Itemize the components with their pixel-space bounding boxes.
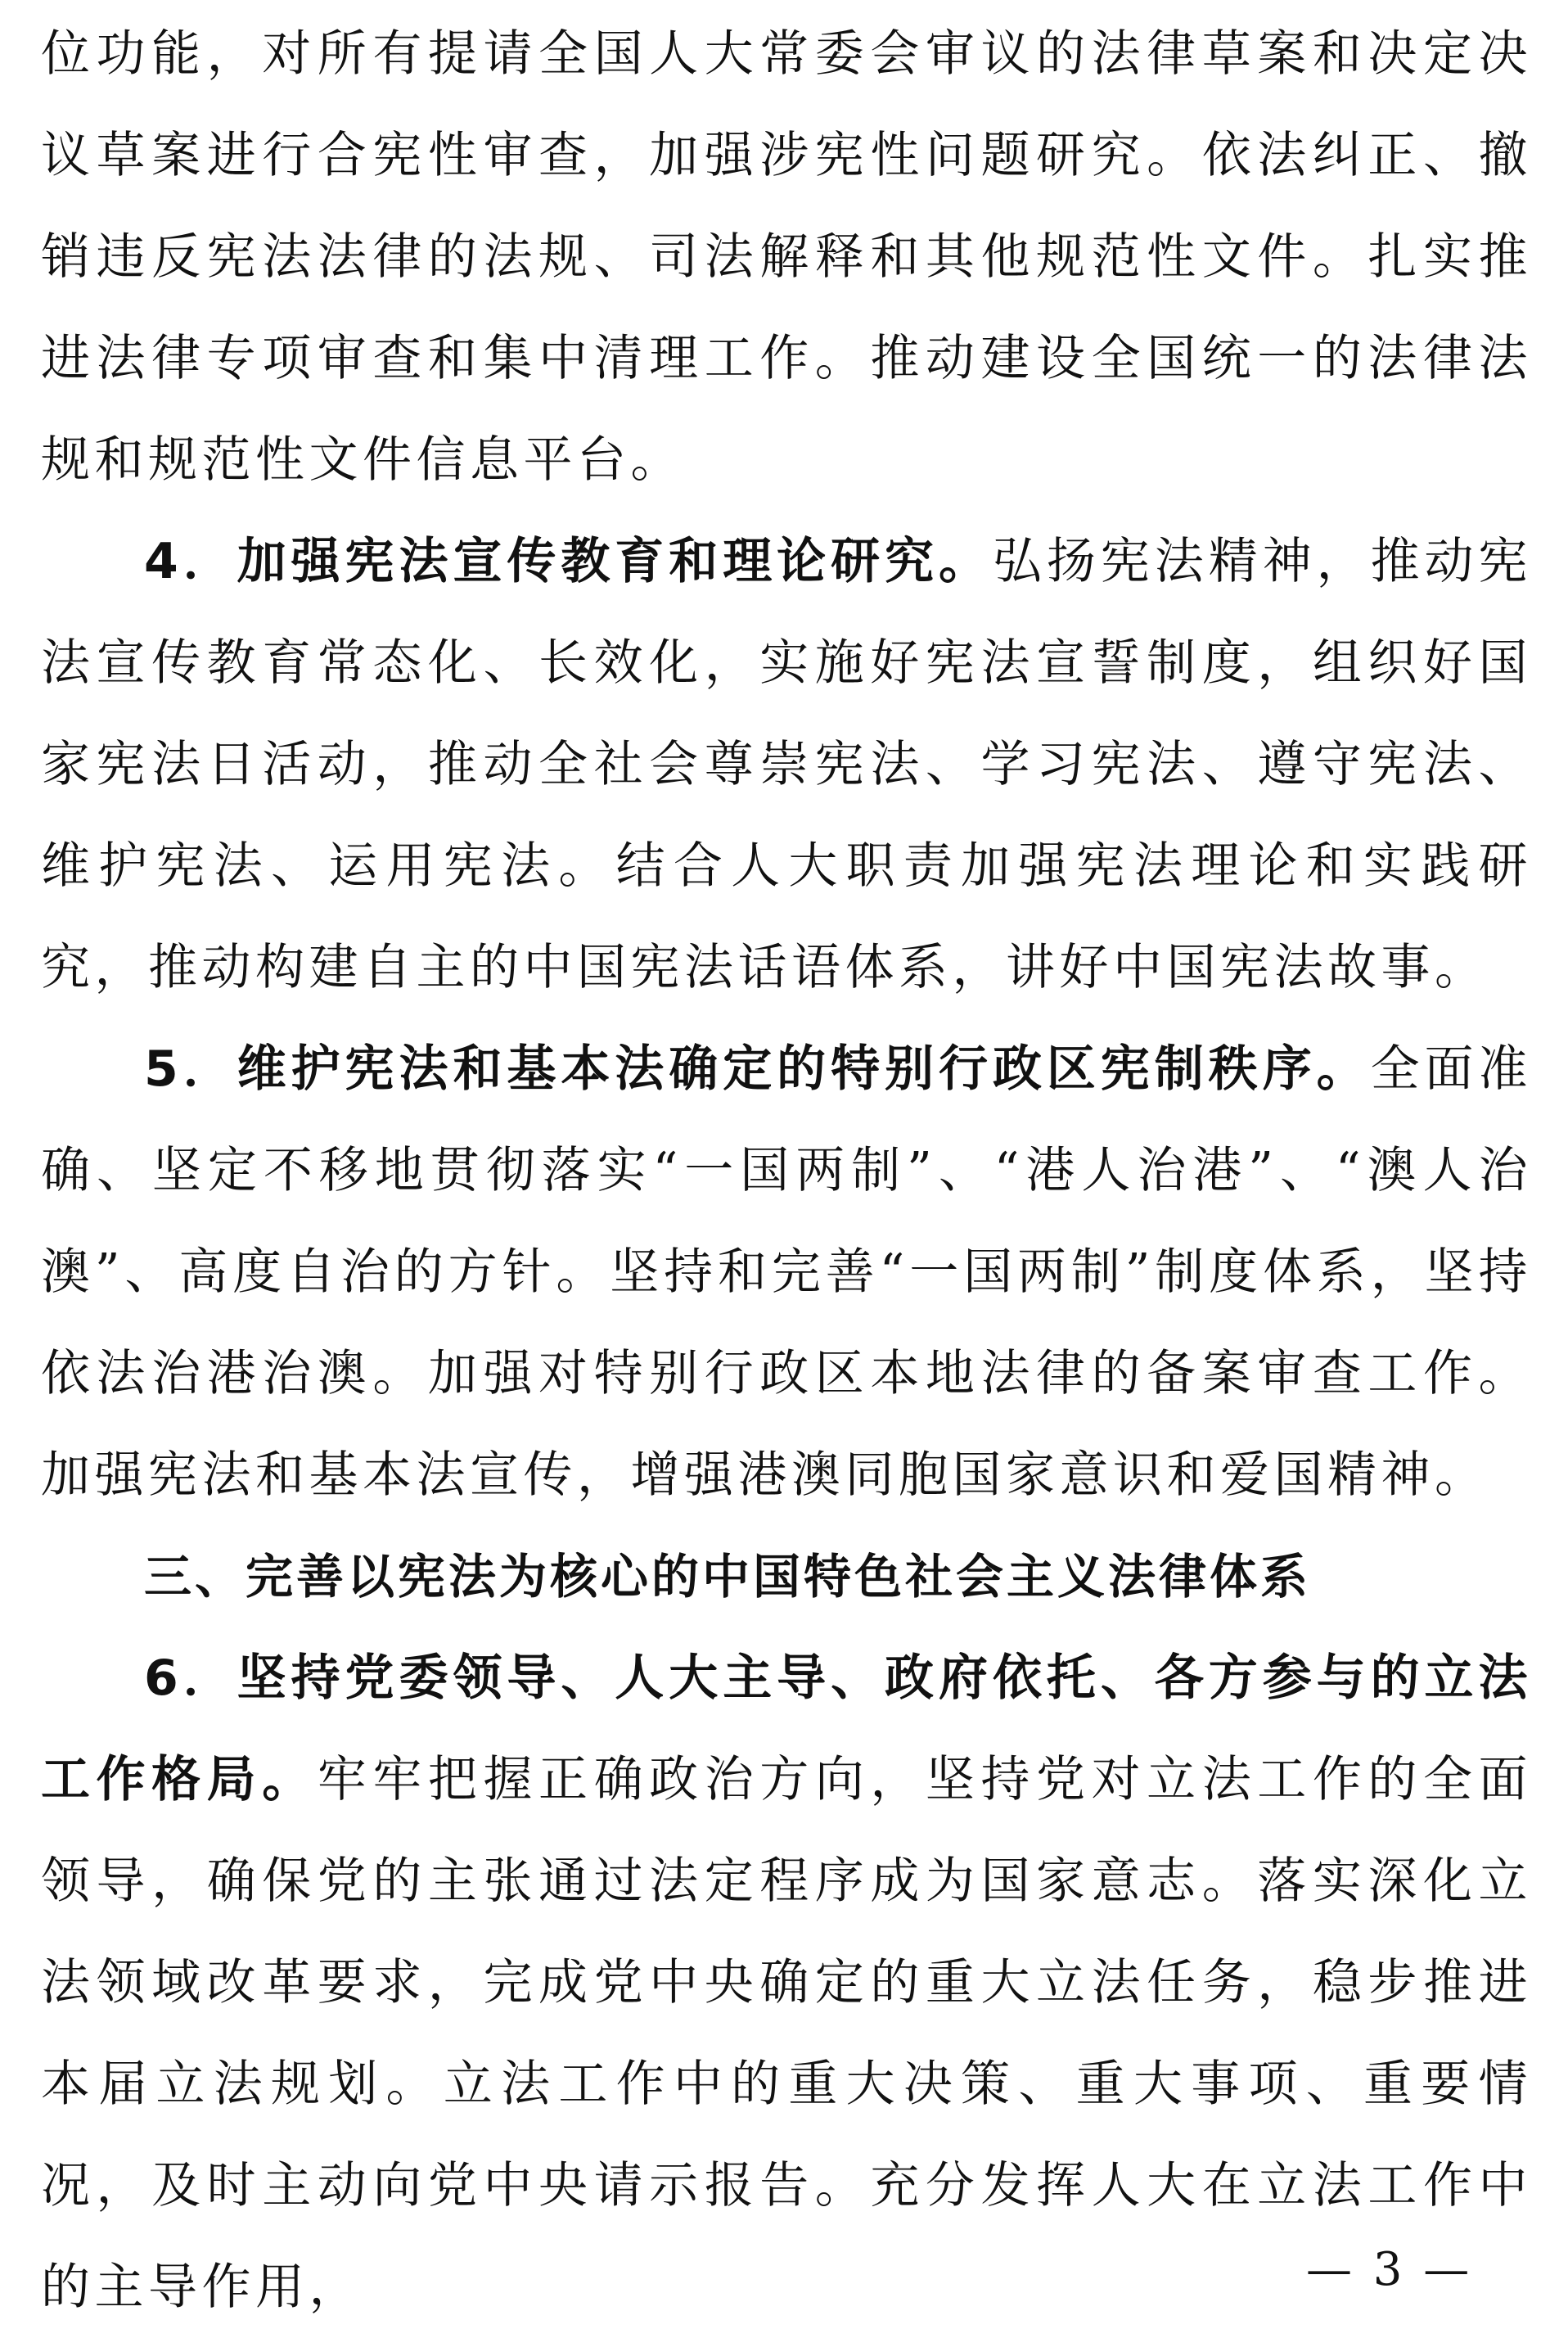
paragraph-continuation	[41, 3, 1532, 511]
document-body	[41, 3, 1532, 2338]
item-5-lead: 5．维护宪法和基本法确定的特别行政区宪制秩序。	[144, 1040, 1371, 1098]
item-4-body: 弘扬宪法精神，推动宪法宣传教育常态化、长效化，实施好宪法宣誓制度，组织好国家宪法日活动，推动全社会尊崇宪法、学习宪法、遵守宪法、维护宪法、运用宪法。结合人大职责加强宪法理论和实践研究，推动构建自主的中国宪法话语体系，讲好中国宪法故事。	[41, 533, 1533, 996]
paragraph-item-4	[41, 511, 1532, 1018]
section-heading: 三、完善以宪法为核心的中国特色社会主义法律体系	[144, 1549, 1312, 1605]
item-6-lead: 6．坚持党委领导、人大主导、政府依托、各方参与的立法工作格局。	[41, 1650, 1532, 1808]
item-5-body: 全面准确、坚定不移地贯彻落实“一国两制”、“港人治港”、“澳人治澳”、高度自治的方针。坚持和完善“一国两制”制度体系，坚持依法治港治澳。加强对特别行政区本地法律的备案审查工作。加强宪法和基本法宣传，增强港澳同胞国家意识和爱国精神。	[41, 1040, 1533, 1504]
item-6-body: 牢牢把握正确政治方向，坚持党对立法工作的全面领导，确保党的主张通过法定程序成为国家意志。落实深化立法领域改革要求，完成党中央确定的重大立法任务，稳步推进本届立法规划。立法工作中的重大决策、重大事项、重要情况，及时主动向党中央请示报告。充分发挥人大在立法工作中的主导作用，	[41, 1751, 1533, 2316]
paragraph-body-text: 位功能，对所有提请全国人大常委会审议的法律草案和决定决议草案进行合宪性审查，加强涉宪性问题研究。依法纠正、撤销违反宪法法律的法规、司法解释和其他规范性文件。扎实推进法律专项审查和集中清理工作。推动建设全国统一的法律法规和规范性文件信息平台。	[41, 25, 1532, 489]
page-number: — 3 —	[1306, 2243, 1473, 2296]
paragraph-item-6	[41, 1627, 1532, 2338]
paragraph-item-5	[41, 1018, 1532, 1526]
item-4-lead: 4．加强宪法宣传教育和理论研究。	[144, 533, 993, 590]
